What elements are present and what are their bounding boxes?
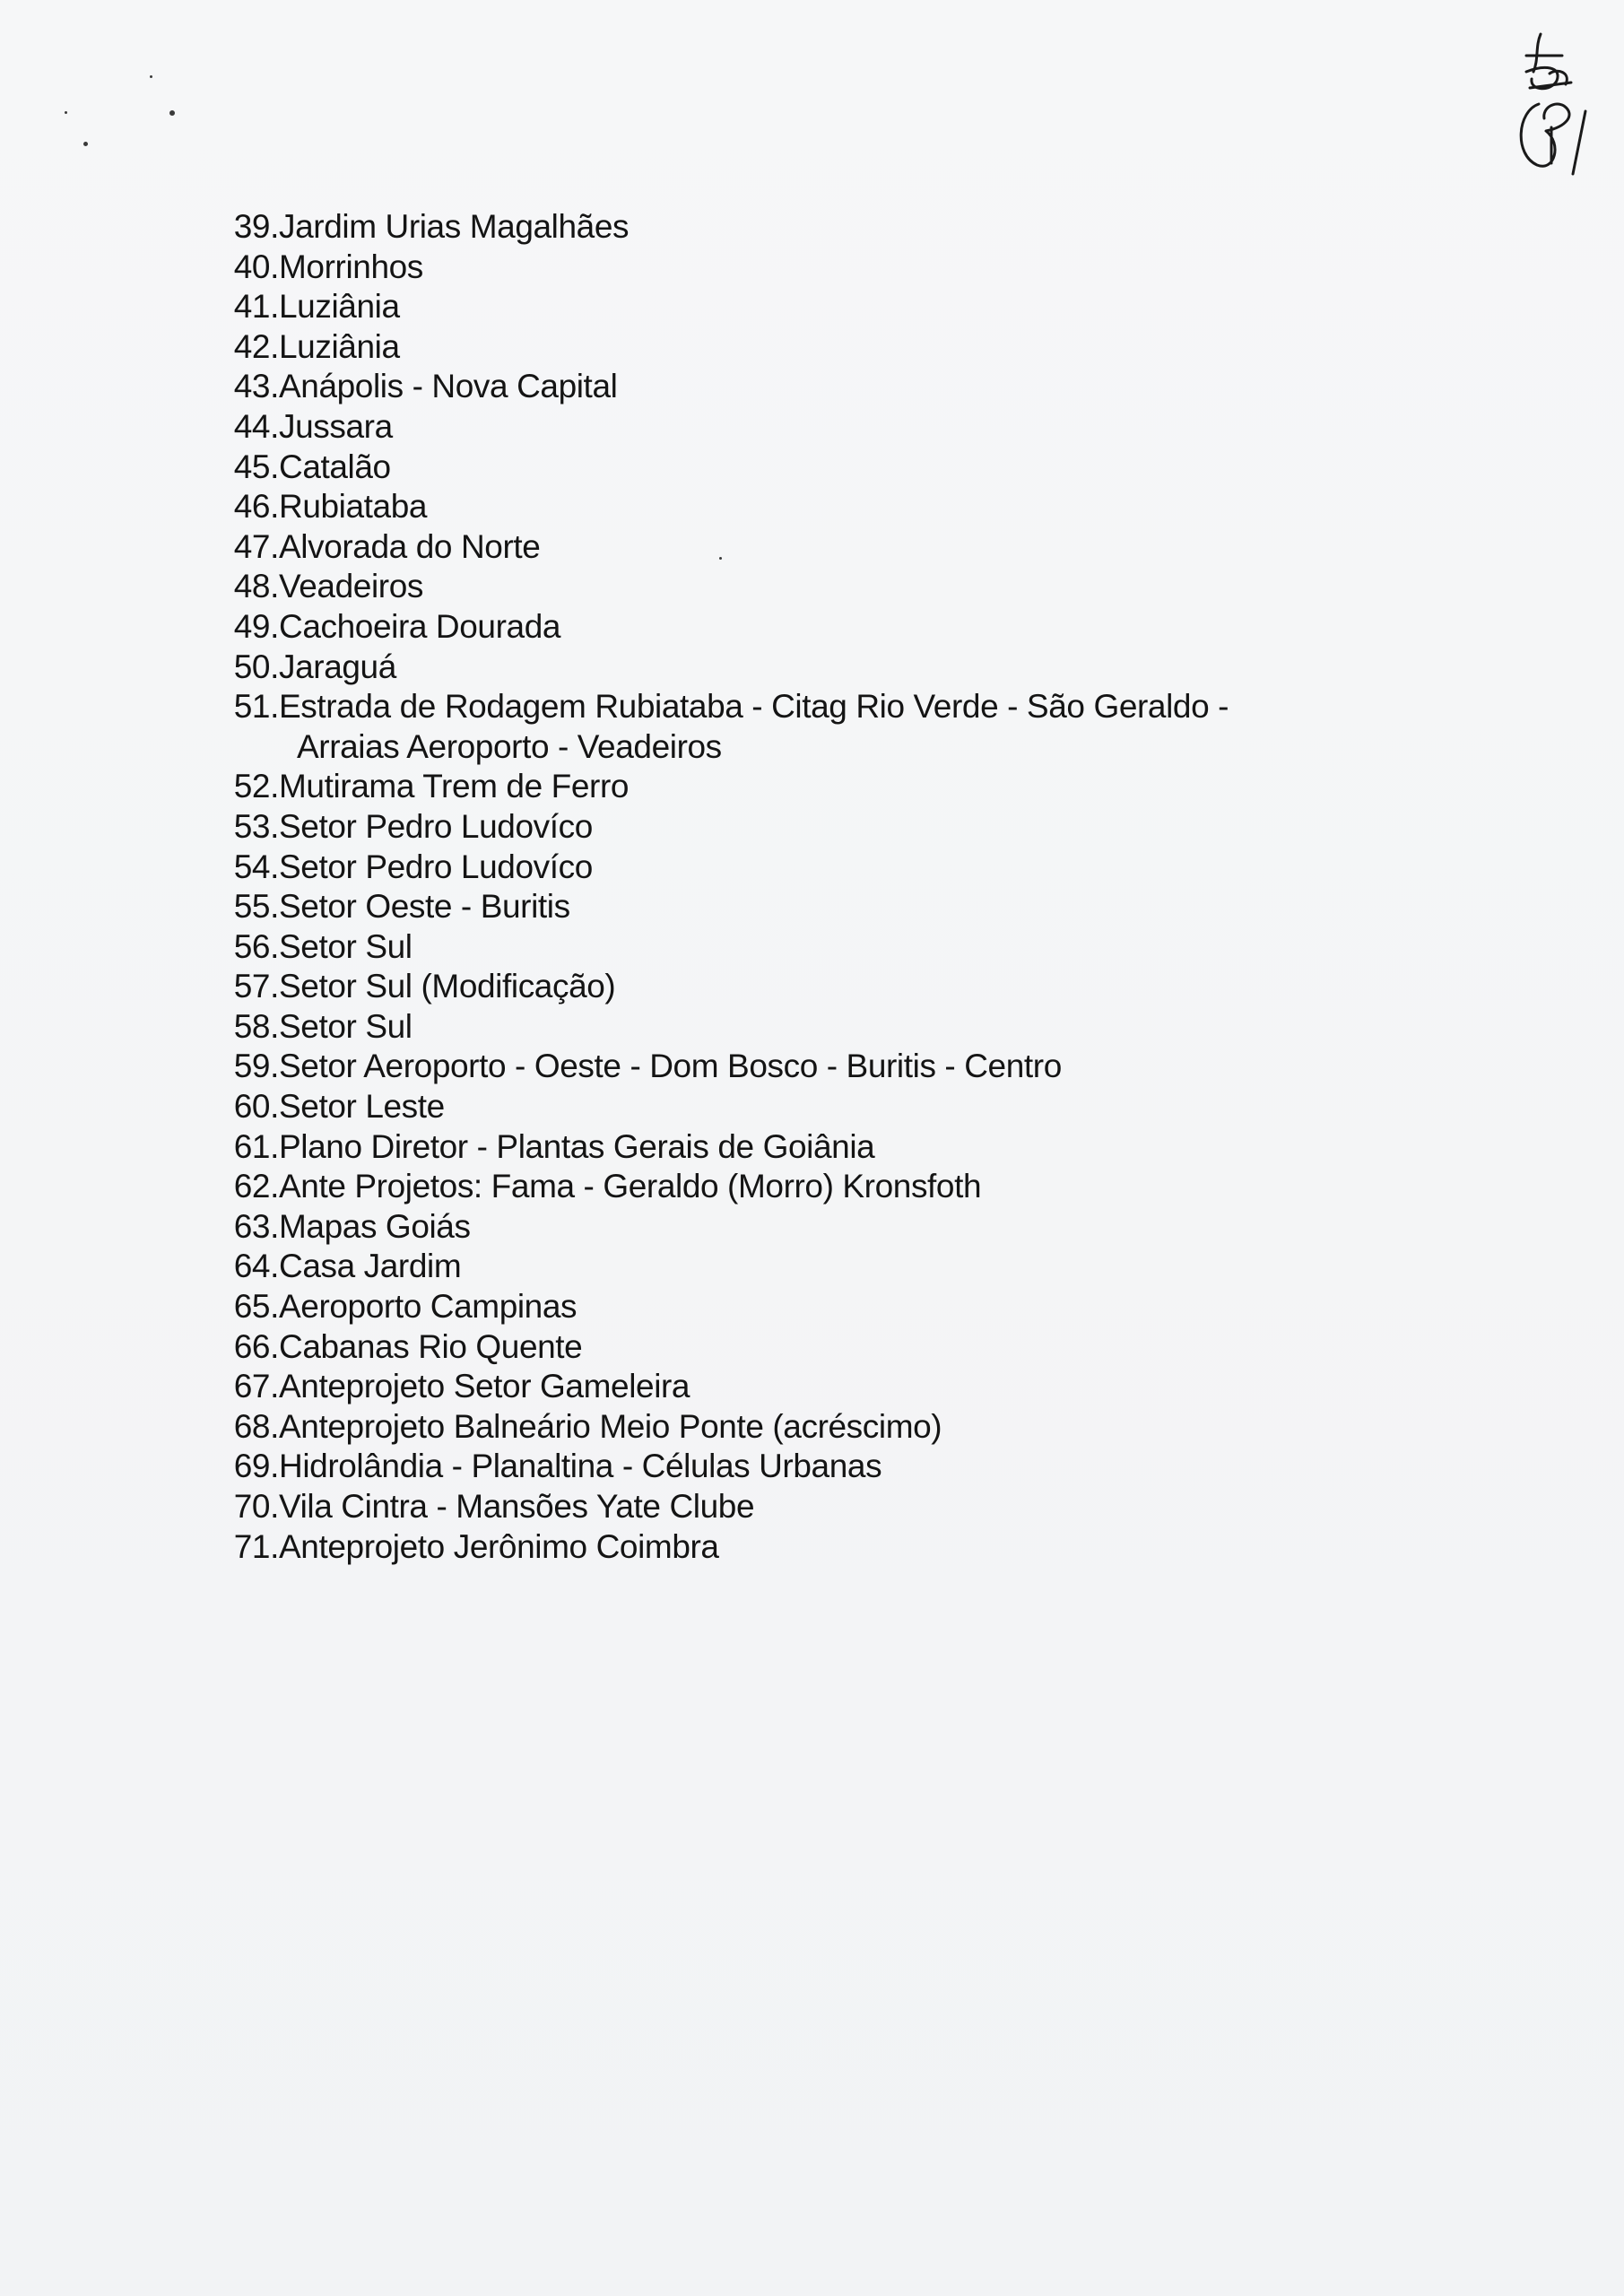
item-number: 56. xyxy=(233,927,279,965)
item-number: 65. xyxy=(233,1288,279,1326)
list-item xyxy=(218,1047,1229,1087)
item-text: Anteprojeto Setor Gameleira xyxy=(279,1368,690,1405)
item-number: 46. xyxy=(233,488,279,526)
item-number: 59. xyxy=(233,1048,279,1085)
item-text: Veadeiros xyxy=(279,568,423,605)
item-text: Jussara xyxy=(279,407,393,445)
item-number: 52. xyxy=(233,768,279,805)
item-number: 58. xyxy=(233,1007,279,1045)
item-text: Aeroporto Campinas xyxy=(279,1288,578,1326)
item-number: 49. xyxy=(233,607,279,645)
list-item xyxy=(218,207,1229,248)
list-item xyxy=(218,887,1229,927)
item-text: Jaraguá xyxy=(279,648,396,685)
item-number: 44. xyxy=(233,407,279,445)
list-item xyxy=(218,807,1229,848)
item-number: 45. xyxy=(233,448,279,485)
list-item xyxy=(218,1007,1229,1048)
list-item xyxy=(218,1487,1229,1527)
item-number: 47. xyxy=(233,527,279,565)
item-text: Anápolis - Nova Capital xyxy=(279,368,618,405)
item-number: 48. xyxy=(233,568,279,605)
scan-speck xyxy=(169,110,175,116)
item-number: 54. xyxy=(233,848,279,885)
item-text: Setor Leste xyxy=(279,1088,445,1126)
item-number: 64. xyxy=(233,1248,279,1285)
item-number: 53. xyxy=(233,807,279,845)
item-number: 69. xyxy=(233,1448,279,1485)
item-text: Setor Aeroporto - Oeste - Dom Bosco - Buritis - Centro xyxy=(279,1048,1062,1085)
list-item xyxy=(218,767,1229,807)
item-number: 67. xyxy=(233,1368,279,1405)
list-item xyxy=(218,487,1229,527)
item-number: 39. xyxy=(233,208,279,245)
item-number: 51. xyxy=(233,688,279,726)
item-text: Morrinhos xyxy=(279,248,423,285)
list-item xyxy=(218,527,1229,568)
list-item xyxy=(218,407,1229,448)
numbered-list xyxy=(218,207,1229,1567)
item-text: Setor Sul xyxy=(279,927,413,965)
item-text: Setor Pedro Ludovíco xyxy=(279,807,593,845)
list-item xyxy=(218,567,1229,607)
list-item xyxy=(218,1367,1229,1407)
list-item xyxy=(218,848,1229,888)
item-text: Jardim Urias Magalhães xyxy=(279,208,630,245)
item-number: 43. xyxy=(233,368,279,405)
item-text-continuation: Arraias Aeroporto - Veadeiros xyxy=(297,727,722,765)
item-text: Anteprojeto Balneário Meio Ponte (acréscimo) xyxy=(279,1407,942,1445)
item-number: 50. xyxy=(233,648,279,685)
list-item xyxy=(218,1447,1229,1487)
item-text: Setor Oeste - Buritis xyxy=(279,888,570,926)
list-item xyxy=(218,607,1229,648)
item-text: Setor Sul xyxy=(279,1007,413,1045)
list-item xyxy=(218,1407,1229,1448)
item-text: Cachoeira Dourada xyxy=(279,607,561,645)
item-text: Setor Pedro Ludovíco xyxy=(279,848,593,885)
item-text: Hidrolândia - Planaltina - Células Urbanas xyxy=(279,1448,882,1485)
item-number: 55. xyxy=(233,888,279,926)
list-item xyxy=(218,1207,1229,1248)
item-text: Plano Diretor - Plantas Gerais de Goiânia xyxy=(279,1127,875,1165)
item-text: Rubiataba xyxy=(279,488,428,526)
list-item xyxy=(218,1087,1229,1127)
item-number: 70. xyxy=(233,1488,279,1525)
list-item xyxy=(218,1527,1229,1568)
handwritten-signature-icon xyxy=(1499,29,1607,181)
item-number: 42. xyxy=(233,327,279,365)
item-text: Estrada de Rodagem Rubiataba - Citag Rio Verde - São Geraldo - xyxy=(279,688,1229,726)
scan-speck xyxy=(65,111,67,114)
item-text: Setor Sul (Modificação) xyxy=(279,968,616,1005)
list-item xyxy=(218,327,1229,368)
item-number: 63. xyxy=(233,1207,279,1245)
list-item xyxy=(218,248,1229,288)
item-text: Cabanas Rio Quente xyxy=(279,1327,583,1365)
list-item xyxy=(218,1247,1229,1287)
list-item xyxy=(218,367,1229,407)
item-number: 66. xyxy=(233,1327,279,1365)
item-number: 61. xyxy=(233,1127,279,1165)
item-text: Luziânia xyxy=(279,288,400,326)
item-text: Mutirama Trem de Ferro xyxy=(279,768,630,805)
item-text: Ante Projetos: Fama - Geraldo (Morro) Kronsfoth xyxy=(279,1168,982,1205)
list-item xyxy=(218,448,1229,488)
item-text: Casa Jardim xyxy=(279,1248,462,1285)
item-text: Anteprojeto Jerônimo Coimbra xyxy=(279,1527,719,1565)
item-number: 62. xyxy=(233,1168,279,1205)
list-item xyxy=(218,1327,1229,1368)
list-item xyxy=(218,648,1229,688)
item-number: 60. xyxy=(233,1088,279,1126)
item-text-wrapped xyxy=(279,687,1229,767)
item-text: Mapas Goiás xyxy=(279,1207,471,1245)
item-text: Vila Cintra - Mansões Yate Clube xyxy=(279,1488,755,1525)
list-item xyxy=(218,687,1229,767)
item-number: 68. xyxy=(233,1407,279,1445)
item-number: 41. xyxy=(233,288,279,326)
item-text: Catalão xyxy=(279,448,391,485)
list-item xyxy=(218,287,1229,327)
scan-speck xyxy=(150,75,152,78)
item-number: 57. xyxy=(233,968,279,1005)
item-text: Alvorada do Norte xyxy=(279,527,541,565)
list-item xyxy=(218,1127,1229,1168)
list-item xyxy=(218,1167,1229,1207)
list-item xyxy=(218,967,1229,1007)
list-item xyxy=(218,927,1229,968)
list-item xyxy=(218,1287,1229,1327)
item-number: 71. xyxy=(233,1527,279,1565)
item-number: 40. xyxy=(233,248,279,285)
item-text: Luziânia xyxy=(279,327,400,365)
scan-speck xyxy=(83,142,88,146)
